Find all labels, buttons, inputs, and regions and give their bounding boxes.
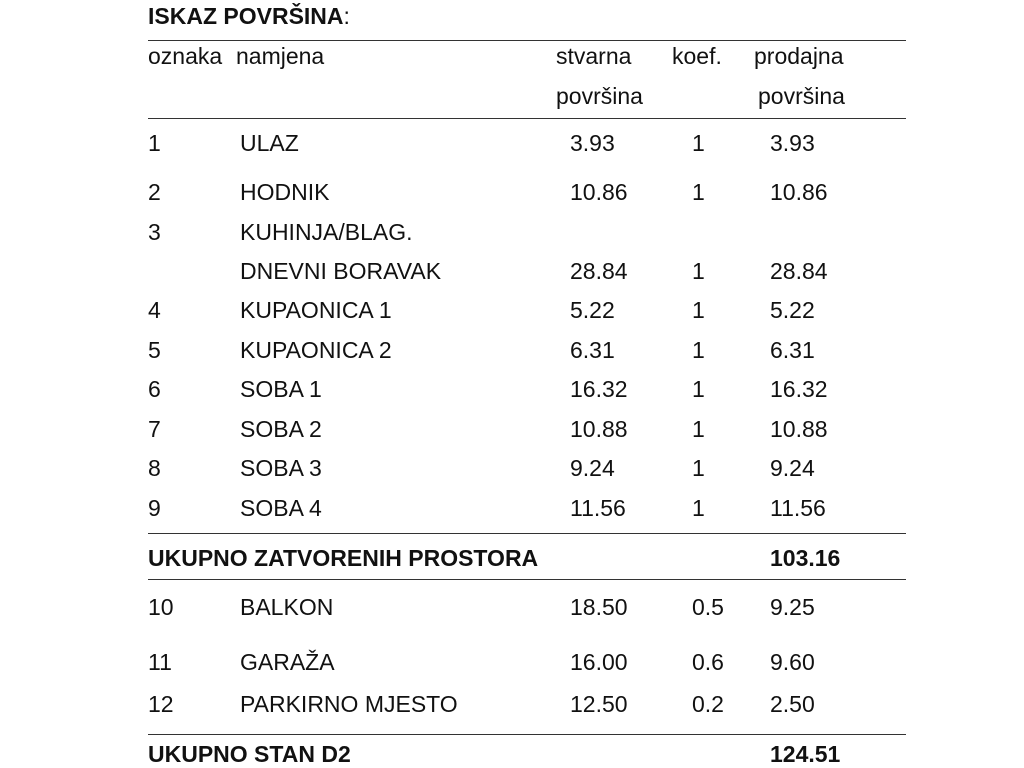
- row-name: SOBA 1: [240, 376, 322, 402]
- row-coef: 1: [692, 376, 705, 402]
- row-coef: 1: [692, 455, 705, 481]
- row-name: PARKIRNO MJESTO: [240, 691, 458, 717]
- title-text: ISKAZ POVRŠINA: [148, 3, 344, 29]
- title-suffix: :: [343, 3, 350, 29]
- row-name: BALKON: [240, 594, 334, 620]
- row-coef: 1: [692, 337, 705, 363]
- row-area: 16.00: [570, 649, 628, 675]
- row-sale: 5.22: [770, 297, 815, 323]
- row-area: 3.93: [570, 130, 615, 156]
- subtotal-value: 103.16: [770, 545, 841, 571]
- row-coef: 1: [692, 130, 705, 156]
- row-area: 6.31: [570, 337, 615, 363]
- row-area: 11.56: [570, 495, 626, 521]
- row-num: 11: [148, 649, 172, 675]
- row-coef: 1: [692, 495, 705, 521]
- row-area: 10.86: [570, 179, 628, 205]
- header-namjena: namjena: [236, 43, 325, 69]
- row-num: 5: [148, 337, 161, 363]
- header-top-rule: [148, 40, 906, 41]
- header-oznaka: oznaka: [148, 43, 223, 69]
- row-num: 12: [148, 691, 174, 717]
- row-num: 10: [148, 594, 174, 620]
- row-name: SOBA 2: [240, 416, 322, 442]
- row-name: SOBA 3: [240, 455, 322, 481]
- row-name: SOBA 4: [240, 495, 322, 521]
- page-title: [148, 2, 350, 30]
- row-num: 9: [148, 495, 161, 521]
- row-name: KUHINJA/BLAG.: [240, 219, 413, 245]
- header-povrsina-1: površina: [556, 83, 643, 109]
- header-stvarna: stvarna: [556, 43, 632, 69]
- row-sale: 9.60: [770, 649, 815, 675]
- row-sale: 9.25: [770, 594, 815, 620]
- row-coef: 0.2: [692, 691, 724, 717]
- total-value: 124.51: [770, 741, 841, 767]
- row-area: 16.32: [570, 376, 628, 402]
- row-num: 3: [148, 219, 161, 245]
- row-area: 9.24: [570, 455, 615, 481]
- row-name: KUPAONICA 2: [240, 337, 392, 363]
- row-coef: 0.5: [692, 594, 724, 620]
- total-label: UKUPNO STAN D2: [148, 741, 351, 767]
- row-sale: 3.93: [770, 130, 815, 156]
- row-num: 1: [148, 130, 161, 156]
- row-name: ULAZ: [240, 130, 299, 156]
- row-sale: 28.84: [770, 258, 828, 284]
- row-sale: 10.86: [770, 179, 828, 205]
- row-name-line-2: DNEVNI BORAVAK: [240, 258, 442, 284]
- row-coef: 1: [692, 258, 705, 284]
- header-bottom-rule: [148, 118, 906, 119]
- row-num: 4: [148, 297, 161, 323]
- row-coef: 1: [692, 179, 705, 205]
- row-num: 2: [148, 179, 161, 205]
- row-sale: 2.50: [770, 691, 815, 717]
- row-sale: 10.88: [770, 416, 828, 442]
- subtotal-top-rule: [148, 533, 906, 534]
- row-name: HODNIK: [240, 179, 330, 205]
- row-area: 5.22: [570, 297, 615, 323]
- total-top-rule: [148, 734, 906, 735]
- row-num: 6: [148, 376, 161, 402]
- header-prodajna: prodajna: [754, 43, 844, 69]
- row-coef: 1: [692, 416, 705, 442]
- row-sale: 16.32: [770, 376, 828, 402]
- row-area: 18.50: [570, 594, 628, 620]
- header-koef: koef.: [672, 43, 722, 69]
- row-num: 7: [148, 416, 161, 442]
- row-sale: 9.24: [770, 455, 815, 481]
- row-area: 28.84: [570, 258, 628, 284]
- row-coef: 0.6: [692, 649, 724, 675]
- subtotal-label: UKUPNO ZATVORENIH PROSTORA: [148, 545, 539, 571]
- header-povrsina-2: površina: [758, 83, 845, 109]
- row-name: GARAŽA: [240, 649, 335, 675]
- row-num: 8: [148, 455, 161, 481]
- row-coef: 1: [692, 297, 705, 323]
- row-sale: 11.56: [770, 495, 826, 521]
- row-name: KUPAONICA 1: [240, 297, 392, 323]
- row-sale: 6.31: [770, 337, 815, 363]
- row-area: 10.88: [570, 416, 628, 442]
- row-area: 12.50: [570, 691, 628, 717]
- subtotal-bottom-rule: [148, 579, 906, 580]
